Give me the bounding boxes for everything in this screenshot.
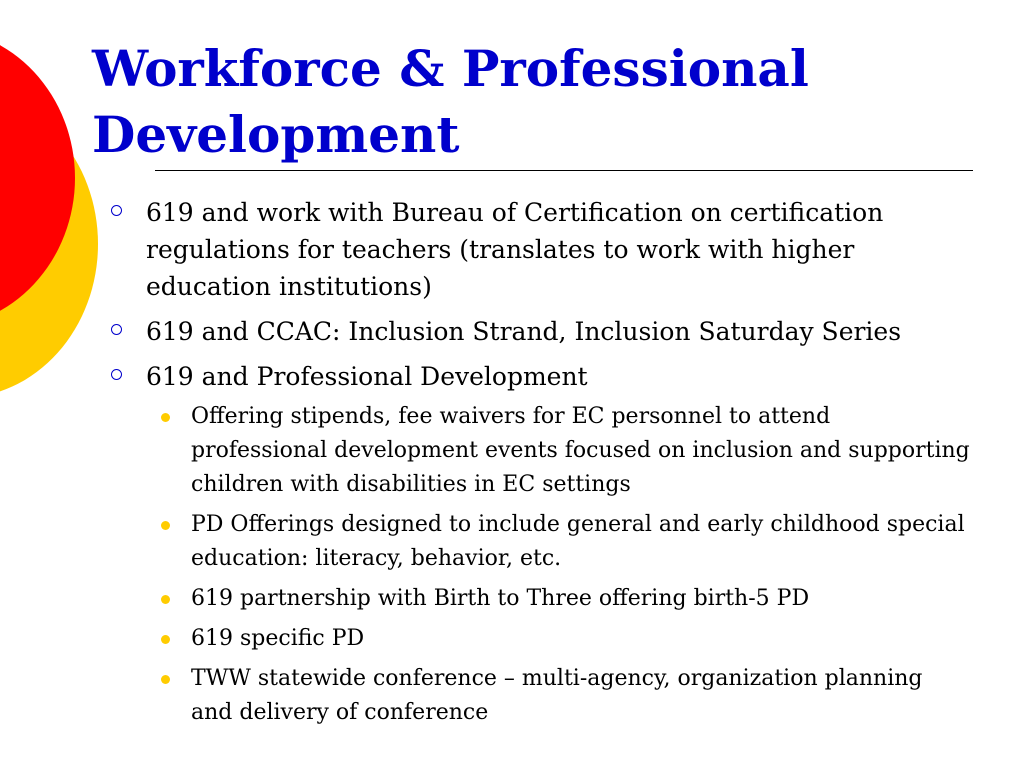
bullet-item	[110, 358, 970, 730]
filled-dot-icon	[161, 413, 170, 422]
sub-bullet-item	[146, 622, 970, 656]
hollow-circle-icon	[111, 324, 122, 335]
sub-bullet-item	[146, 662, 970, 730]
filled-dot-icon	[161, 521, 170, 530]
sub-bullet-text: Offering stipends, fee waivers for EC personnel to attend professional development events focused on inclusion and supporting children with disabilities in EC settings	[191, 404, 970, 497]
bullet-text: 619 and work with Bureau of Certification on certification regulations for teachers (translates to work with higher education institutions)	[146, 198, 884, 301]
bullet-list	[110, 194, 970, 730]
slide-title: Workforce & Professional Development	[92, 39, 809, 164]
sub-bullet-item	[146, 508, 970, 576]
sub-bullet-text: PD Offerings designed to include general and early childhood special education: literacy, behavior, etc.	[191, 512, 965, 571]
bullet-text: 619 and Professional Development	[146, 362, 588, 391]
bullet-text: 619 and CCAC: Inclusion Strand, Inclusion Saturday Series	[146, 317, 902, 346]
sub-bullet-text: 619 partnership with Birth to Three offering birth-5 PD	[191, 586, 810, 611]
bullet-item	[110, 194, 970, 305]
sub-bullet-item	[146, 582, 970, 616]
hollow-circle-icon	[111, 205, 122, 216]
filled-dot-icon	[161, 635, 170, 644]
filled-dot-icon	[161, 675, 170, 684]
hollow-circle-icon	[111, 369, 122, 380]
sub-bullet-text: TWW statewide conference – multi-agency, organization planning and delivery of conference	[191, 666, 923, 725]
sub-bullet-text: 619 specific PD	[191, 626, 365, 651]
sub-bullet-item	[146, 400, 970, 502]
slide-content	[110, 194, 970, 738]
bullet-item	[110, 313, 970, 350]
title-underline	[155, 170, 973, 171]
sub-bullet-list	[146, 400, 970, 730]
filled-dot-icon	[161, 595, 170, 604]
